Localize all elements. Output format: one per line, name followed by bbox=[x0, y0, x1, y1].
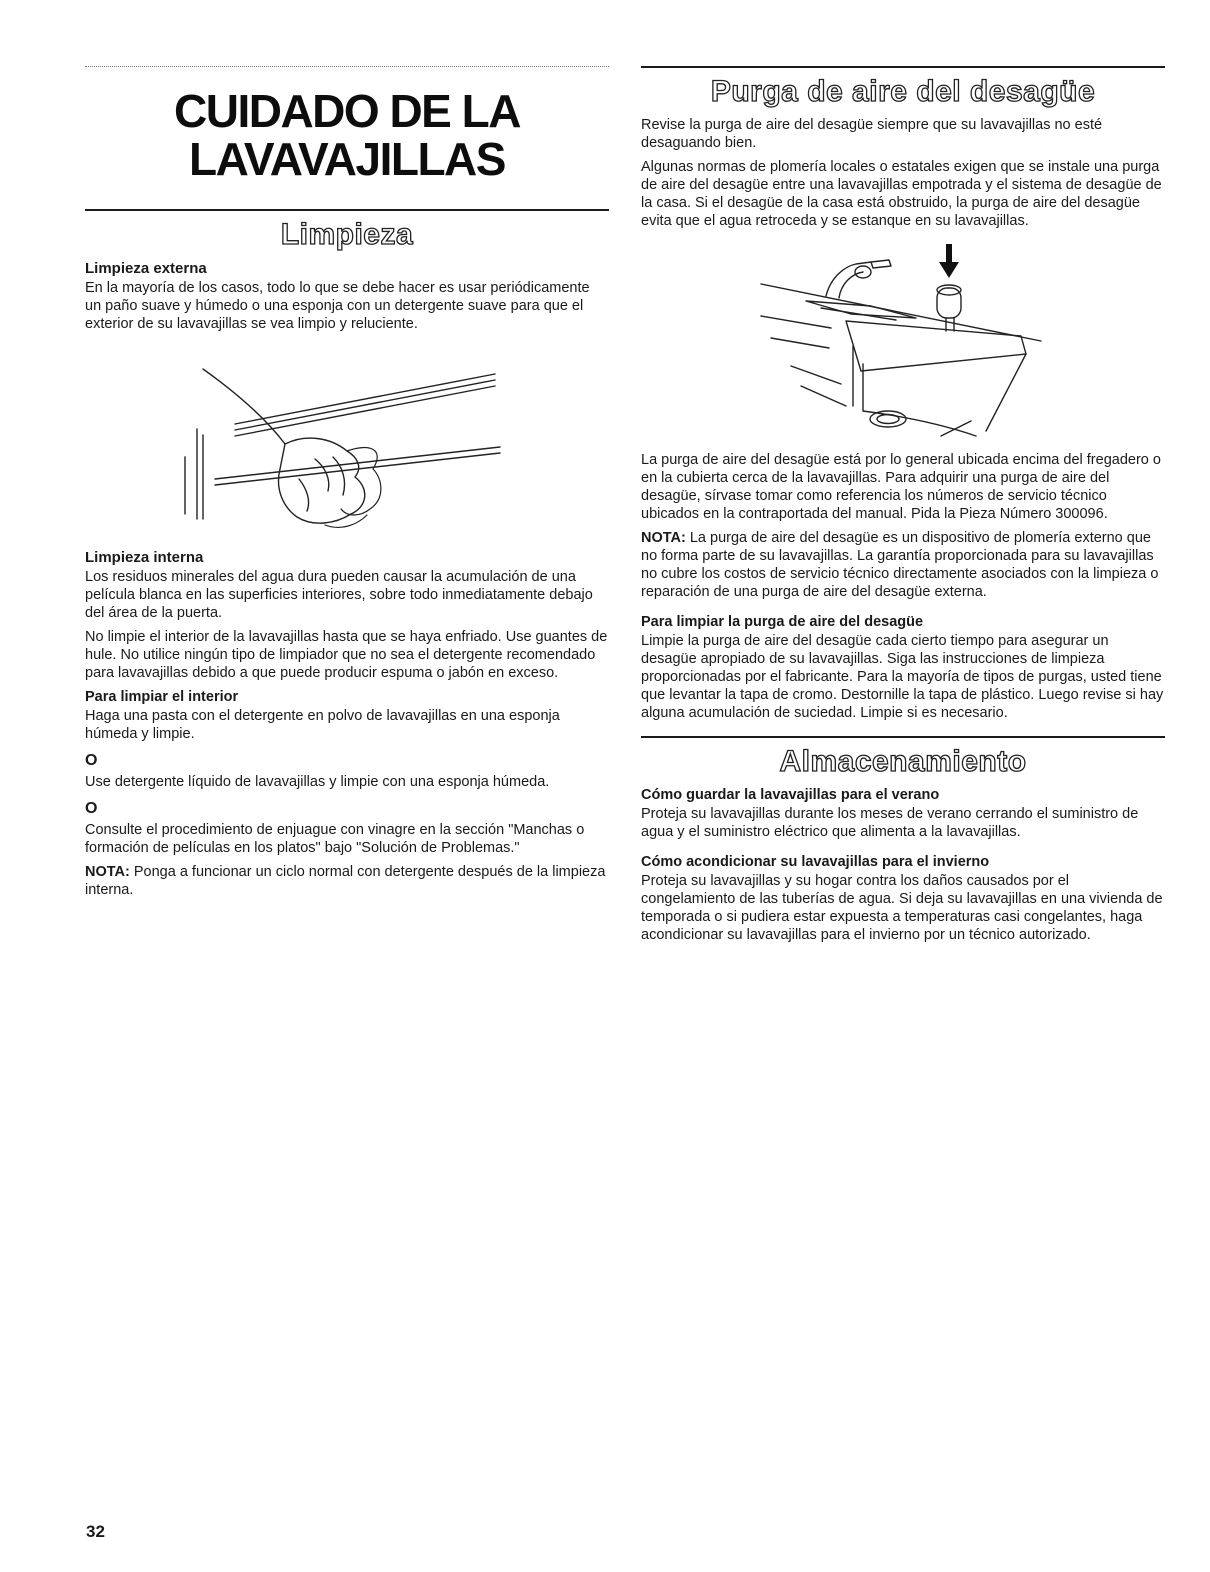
left-column bbox=[85, 66, 609, 905]
section-rule-almacenamiento bbox=[641, 736, 1165, 738]
text-limpieza-interna-4: Use detergente líquido de lavavajillas y limpie con una esponja húmeda. bbox=[85, 774, 550, 790]
text-limpieza-interna-1: Los residuos minerales del agua dura pueden causar la acumulación de una película blanca en las superficies interiores, sobre todo inmediatamente debajo del área de la puerta. bbox=[85, 569, 593, 621]
nota-purga bbox=[641, 529, 1165, 601]
section-title-purga: Purga de aire del desagüe bbox=[710, 75, 1096, 108]
text-limpieza-interna-3: Haga una pasta con el detergente en polvo de lavavajillas en una esponja húmeda y limpie. bbox=[85, 708, 560, 742]
page-number: 32 bbox=[86, 1522, 105, 1541]
page-title-line1: CUIDADO DE LA bbox=[174, 85, 520, 137]
top-dotted-rule bbox=[85, 66, 609, 67]
hand-wiping-icon bbox=[85, 339, 609, 539]
page-title bbox=[85, 87, 609, 183]
heading-limpieza-externa: Limpieza externa bbox=[85, 260, 207, 277]
text-invierno: Proteja su lavavajillas y su hogar contra los daños causados por el congelamiento de las tuberías de agua. Si deja su lavavajillas en una vivienda de temporada o si pudiera estar expuesta a temperaturas casi congelantes, haga acondicionar su lavavajillas para el invierno por un técnico autorizado. bbox=[641, 873, 1163, 943]
text-limpieza-interna-5: Consulte el procedimiento de enjuague con vinagre en la sección "Manchas o formación de películas en los platos" bajo "Solución de Problemas." bbox=[85, 822, 585, 856]
heading-para-limpiar-interior: Para limpiar el interior bbox=[85, 689, 239, 705]
nota-limpieza-interna bbox=[85, 863, 609, 899]
text-purga-1: Revise la purga de aire del desagüe siempre que su lavavajillas no esté desaguando bien. bbox=[641, 117, 1103, 151]
nota-text: Ponga a funcionar un ciclo normal con detergente después de la limpieza interna. bbox=[85, 864, 606, 898]
heading-limpiar-purga: Para limpiar la purga de aire del desagüe bbox=[641, 614, 924, 630]
heading-invierno: Cómo acondicionar su lavavajillas para el invierno bbox=[641, 854, 990, 870]
text-purga-3: La purga de aire del desagüe está por lo general ubicada encima del fregadero o en la cubierta cerca de la lavavajillas. Para adquirir una purga de aire del desagüe, sírvase tomar como referencia los números de servicio técnico ubicados en la contraportada del manual. Pida la Pieza Número 300096. bbox=[641, 452, 1161, 522]
nota-label: NOTA: bbox=[85, 864, 130, 880]
nota-purga-text: La purga de aire del desagüe es un dispositivo de plomería externo que no forma parte de su lavavajillas. La garantía proporcionada para su lavavajillas no cubre los costos de servicio técnico directamente asociados con la limpieza o reparación de una purga de aire del desagüe externa. bbox=[641, 530, 1159, 600]
text-limpieza-externa: En la mayoría de los casos, todo lo que se debe hacer es usar periódicamente un paño suave y húmedo o una esponja con un detergente suave para que el exterior de su lavavajillas se vea limpio y reluciente. bbox=[85, 280, 590, 332]
or-separator-2: O bbox=[85, 800, 98, 817]
text-limpiar-purga: Limpie la purga de aire del desagüe cada cierto tiempo para asegurar un desagüe apropiado de su lavavajillas. Siga las instrucciones de limpieza proporcionadas por el fabricante. Para la mayoría de tipos de purgas, usted tiene que levantar la tapa de cromo. Destornille la tapa de plástico. Luego revise si hay alguna acumulación de suciedad. Limpie si es necesario. bbox=[641, 633, 1164, 721]
section-rule-limpieza bbox=[85, 209, 609, 211]
text-verano: Proteja su lavavajillas durante los meses de verano cerrando el suministro de agua y el suministro eléctrico que alimenta a la lavavajillas. bbox=[641, 806, 1139, 840]
section-title-almacenamiento: Almacenamiento bbox=[779, 745, 1027, 778]
heading-limpieza-interna: Limpieza interna bbox=[85, 549, 204, 566]
page-title-line2: LAVAVAJILLAS bbox=[189, 133, 505, 185]
sink-air-gap-icon bbox=[641, 236, 1165, 446]
or-separator-1: O bbox=[85, 752, 98, 769]
heading-verano: Cómo guardar la lavavajillas para el verano bbox=[641, 787, 940, 803]
text-limpieza-interna-2: No limpie el interior de la lavavajillas hasta que se haya enfriado. Use guantes de hule. No utilice ningún tipo de limpiador que no sea el detergente recomendado para lavavajillas debido a que puede producir espuma o jabón en exceso. bbox=[85, 629, 608, 681]
right-column bbox=[641, 66, 1165, 950]
nota-purga-label: NOTA: bbox=[641, 530, 686, 546]
section-rule-purga bbox=[641, 66, 1165, 68]
text-purga-2: Algunas normas de plomería locales o estatales exigen que se instale una purga de aire del desagüe entre una lavavajillas empotrada y el sistema de desagüe de la casa. Si el desagüe de la casa está obstruido, la purga de aire del desagüe evita que el agua retroceda y se estanque en su lavavajillas. bbox=[641, 159, 1162, 229]
section-title-limpieza: Limpieza bbox=[280, 218, 414, 251]
wiping-illustration bbox=[85, 339, 609, 544]
air-gap-illustration bbox=[641, 236, 1165, 451]
